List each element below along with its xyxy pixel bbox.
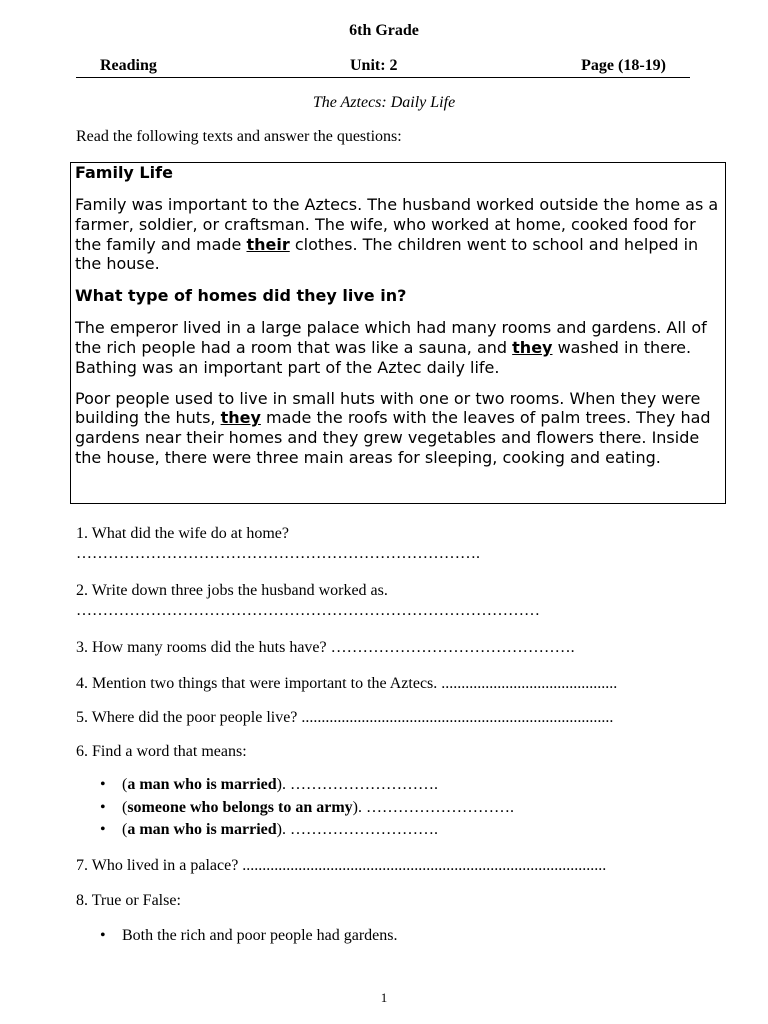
page-range-label: Page (18-19)	[581, 57, 666, 74]
paren-open: (	[122, 776, 128, 793]
question-6-items	[100, 774, 514, 842]
question-8	[76, 891, 181, 911]
list-item	[100, 797, 514, 820]
question-text: 1. What did the wife do at home?	[76, 525, 289, 542]
answer-line[interactable]: ………………………………………………………………….	[76, 545, 480, 562]
worksheet-header-row	[76, 56, 690, 78]
list-item	[100, 819, 514, 842]
question-text: 5. Where did the poor people live? ..............................................................................	[76, 709, 614, 726]
statement-text: Both the rich and poor people had gardens.	[122, 927, 398, 944]
section-heading-homes: What type of homes did they live in?	[75, 286, 407, 306]
definition-bold: someone who belongs to an army	[127, 798, 353, 816]
question-5	[76, 708, 613, 728]
question-text: 3. How many rooms did the huts have? ……………………………………….	[76, 639, 575, 656]
question-text: 2. Write down three jobs the husband worked as.	[76, 582, 388, 599]
question-1	[76, 524, 480, 564]
answer-line[interactable]: ). ……………………….	[276, 821, 438, 838]
referent-word: their	[246, 234, 290, 254]
instructions: Read the following texts and answer the questions:	[76, 128, 402, 145]
paren-open: (	[122, 821, 128, 838]
question-2	[76, 581, 540, 621]
paragraph-emperor	[75, 318, 721, 377]
subject-label: Reading	[100, 57, 157, 74]
question-text: 7. Who lived in a palace? ...........................................................................................	[76, 857, 607, 874]
question-text: 4. Mention two things that were important to the Aztecs. ............................................	[76, 675, 618, 692]
question-text: 8. True or False:	[76, 892, 181, 909]
referent-word: they	[512, 337, 553, 357]
document-title: The Aztecs: Daily Life	[312, 94, 456, 111]
paragraph-text: clothes. The children went to school and helped in the house.	[75, 234, 699, 274]
paragraph-text: The emperor lived in a large palace which had many rooms and gardens. All of the rich people had a room that was like a sauna, and	[75, 318, 707, 357]
paragraph-text: Family was important to the Aztecs. The husband worked outside the home as a farmer, soldier, or craftsman. The wife, who worked at home, cooked food for the family and made	[75, 195, 719, 254]
list-item	[100, 925, 397, 948]
referent-word: they	[220, 408, 261, 428]
definition-bold: a man who is married	[127, 776, 277, 793]
paragraph-poor-people	[75, 389, 721, 468]
paragraph-family-life	[75, 195, 721, 274]
section-heading-family-life: Family Life	[75, 163, 173, 182]
definition-bold: a man who is married	[127, 821, 277, 838]
paragraph-text: washed in there. Bathing was an important part of the Aztec daily life.	[75, 337, 692, 377]
page-number: 1	[380, 990, 388, 1005]
reading-passage-box	[70, 162, 726, 504]
paren-open: (	[122, 798, 128, 816]
question-7	[76, 856, 606, 876]
paragraph-text: Poor people used to live in small huts with one or two rooms. When they were building the huts,	[75, 388, 701, 428]
list-item	[100, 774, 514, 797]
question-4	[76, 674, 617, 694]
answer-line[interactable]: ). ……………………….	[276, 776, 438, 793]
unit-label: Unit: 2	[350, 57, 398, 74]
question-text: 6. Find a word that means:	[76, 743, 247, 760]
question-3	[76, 638, 575, 658]
question-8-items	[100, 925, 397, 948]
question-6	[76, 742, 247, 762]
grade-heading: 6th Grade	[349, 22, 419, 39]
answer-line[interactable]: ). ……………………….	[352, 798, 514, 816]
paragraph-text: made the roofs with the leaves of palm trees. They had gardens near their homes and they grew vegetables and flowers there. Inside the house, there were three main areas for sleeping, cooking and eating.	[75, 408, 711, 467]
answer-line[interactable]: ……………………………………………………………………………	[76, 602, 540, 619]
